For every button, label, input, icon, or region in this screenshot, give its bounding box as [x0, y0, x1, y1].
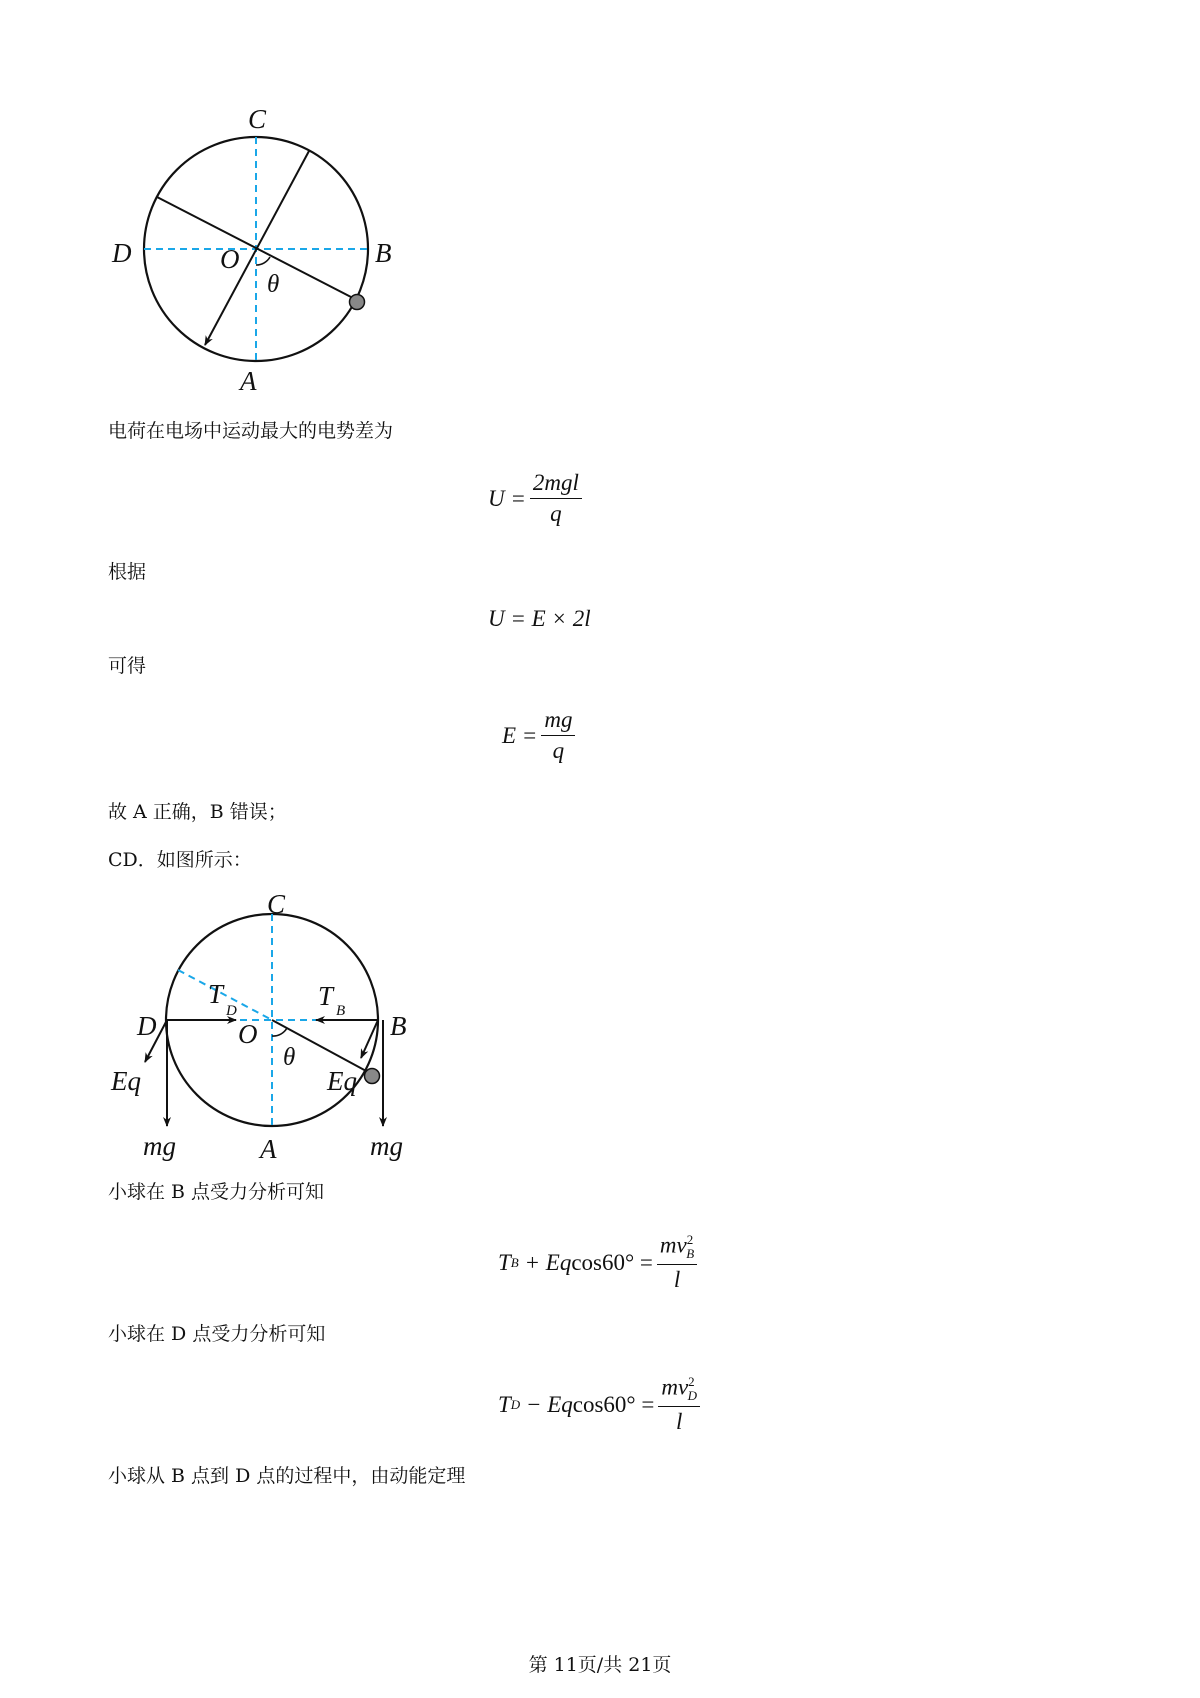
label-a: A [260, 1134, 277, 1164]
eq-lhs: E = [502, 722, 538, 748]
figure-circle-2 [110, 889, 407, 1164]
eq-num-sub: B [686, 1246, 695, 1262]
eq-lhs: U = [488, 485, 526, 511]
label-tb: T [318, 981, 334, 1011]
figure-circle-1 [111, 104, 392, 396]
angle-arc [256, 257, 270, 265]
label-td-sub: D [226, 1003, 237, 1019]
paragraph: 小球从 B 点到 D 点的过程中，由动能定理 [108, 1465, 466, 1487]
label-c: C [267, 889, 286, 919]
paragraph: 可得 [108, 655, 147, 677]
eq-num-text: mv [661, 1374, 689, 1400]
eq-t-sub: D [510, 1396, 521, 1412]
paragraph: 故 A 正确，B 错误； [108, 801, 287, 823]
eq-num-sub: D [687, 1388, 698, 1404]
eq-denominator: l [673, 1267, 681, 1293]
ball [365, 1069, 380, 1084]
eq-t-sub: B [510, 1254, 519, 1270]
label-eq-right: Eq [327, 1066, 357, 1096]
label-o: O [220, 244, 240, 274]
paragraph: CD．如图所示： [108, 849, 252, 871]
label-a: A [240, 366, 257, 396]
equation-u [488, 470, 582, 527]
equation-u-e: U = E × 2l [488, 606, 591, 631]
label-d: D [137, 1011, 157, 1041]
label-o: O [238, 1019, 258, 1049]
eq-sup: 2 [688, 1374, 695, 1389]
eq-cos: cos60° = [572, 1391, 655, 1417]
page-footer: 第 11页/共 21页 [528, 1654, 672, 1676]
eq-denominator: q [550, 501, 562, 526]
paragraph: 根据 [108, 561, 147, 583]
label-mg-left: mg [143, 1131, 176, 1161]
label-b: B [390, 1011, 407, 1041]
equation-td [498, 1374, 700, 1435]
eq-denominator: l [676, 1409, 683, 1435]
label-theta: θ [283, 1044, 296, 1071]
label-d: D [112, 238, 132, 268]
eq-numerator: mg [541, 707, 575, 736]
eq-numerator: 2mgl [530, 470, 582, 499]
paragraph: 小球在 B 点受力分析可知 [108, 1181, 325, 1203]
eq-mid: + Eq [518, 1249, 572, 1275]
ball [350, 295, 365, 310]
label-tb-sub: B [336, 1003, 346, 1019]
label-eq-left: Eq [111, 1066, 141, 1096]
eq-mid: − Eq [520, 1391, 573, 1417]
label-c: C [248, 104, 267, 134]
label-theta: θ [267, 271, 280, 298]
eq-numerator [657, 1232, 697, 1265]
paragraph: 电荷在电场中运动最大的电势差为 [108, 420, 394, 442]
label-td: T [208, 979, 224, 1009]
label-mg-right: mg [370, 1131, 403, 1161]
equation-e [502, 707, 575, 764]
string-line [157, 197, 351, 297]
label-b: B [375, 238, 392, 268]
eq-t: T [498, 1249, 511, 1275]
paragraph: 小球在 D 点受力分析可知 [108, 1323, 326, 1345]
eq-t: T [498, 1391, 511, 1417]
angle-arc [272, 1028, 287, 1036]
eq-sup: 2 [686, 1232, 694, 1247]
td-dashed-line [178, 970, 272, 1020]
eq-cos: cos60° = [571, 1249, 653, 1275]
eq-num-text: mv [659, 1232, 687, 1258]
eq-numerator [658, 1374, 700, 1407]
eq-denominator: q [552, 738, 565, 763]
equation-tb [498, 1232, 697, 1293]
